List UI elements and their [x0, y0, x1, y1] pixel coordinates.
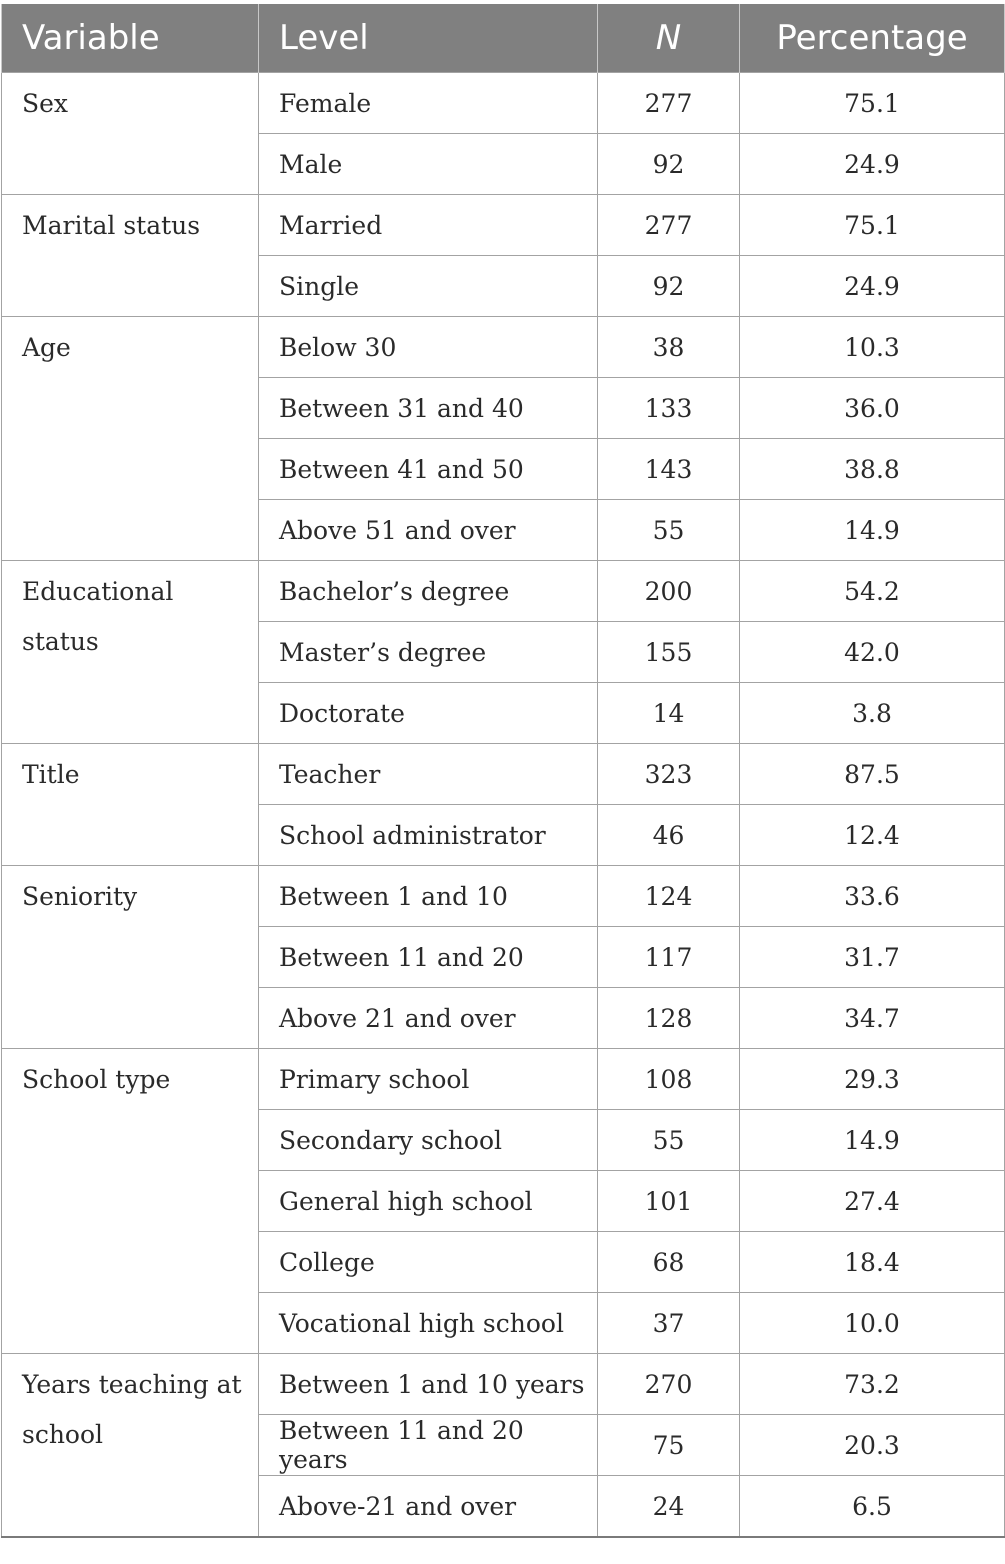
variable-cell: Marital status — [2, 195, 259, 317]
percentage-cell: 3.8 — [740, 683, 1005, 744]
percentage-cell: 27.4 — [740, 1171, 1005, 1232]
table-row — [2, 744, 1005, 805]
level-cell: Between 1 and 10 years — [259, 1354, 598, 1415]
level-cell: Below 30 — [259, 317, 598, 378]
level-cell: Doctorate — [259, 683, 598, 744]
percentage-cell: 34.7 — [740, 988, 1005, 1049]
variable-cell: School type — [2, 1049, 259, 1354]
level-cell: Between 31 and 40 — [259, 378, 598, 439]
n-cell: 101 — [598, 1171, 740, 1232]
level-cell: Primary school — [259, 1049, 598, 1110]
level-cell: Master’s degree — [259, 622, 598, 683]
percentage-cell: 73.2 — [740, 1354, 1005, 1415]
table-row — [2, 1354, 1005, 1415]
percentage-cell: 6.5 — [740, 1476, 1005, 1538]
n-cell: 55 — [598, 1110, 740, 1171]
level-cell: Teacher — [259, 744, 598, 805]
variable-cell: Seniority — [2, 866, 259, 1049]
percentage-cell: 42.0 — [740, 622, 1005, 683]
level-cell: Above 21 and over — [259, 988, 598, 1049]
n-cell: 270 — [598, 1354, 740, 1415]
n-cell: 14 — [598, 683, 740, 744]
n-cell: 200 — [598, 561, 740, 622]
level-cell: Female — [259, 73, 598, 134]
n-cell: 124 — [598, 866, 740, 927]
level-cell: Single — [259, 256, 598, 317]
variable-cell: Years teaching at school — [2, 1354, 259, 1538]
n-cell: 75 — [598, 1415, 740, 1476]
n-cell: 277 — [598, 195, 740, 256]
level-cell: Bachelor’s degree — [259, 561, 598, 622]
percentage-cell: 14.9 — [740, 500, 1005, 561]
level-cell: Vocational high school — [259, 1293, 598, 1354]
n-cell: 92 — [598, 134, 740, 195]
level-cell: Male — [259, 134, 598, 195]
demographics-table — [1, 4, 1005, 1538]
header-variable: Variable — [2, 4, 259, 73]
level-cell: Above-21 and over — [259, 1476, 598, 1538]
n-cell: 37 — [598, 1293, 740, 1354]
n-cell: 24 — [598, 1476, 740, 1538]
variable-cell: Educational status — [2, 561, 259, 744]
percentage-cell: 20.3 — [740, 1415, 1005, 1476]
percentage-cell: 12.4 — [740, 805, 1005, 866]
percentage-cell: 14.9 — [740, 1110, 1005, 1171]
n-cell: 68 — [598, 1232, 740, 1293]
n-cell: 277 — [598, 73, 740, 134]
table-row — [2, 866, 1005, 927]
table-row — [2, 561, 1005, 622]
n-cell: 108 — [598, 1049, 740, 1110]
percentage-cell: 36.0 — [740, 378, 1005, 439]
percentage-cell: 38.8 — [740, 439, 1005, 500]
level-cell: Married — [259, 195, 598, 256]
table-header — [2, 4, 1005, 73]
percentage-cell: 24.9 — [740, 134, 1005, 195]
header-percentage: Percentage — [740, 4, 1005, 73]
n-cell: 38 — [598, 317, 740, 378]
level-cell: College — [259, 1232, 598, 1293]
percentage-cell: 75.1 — [740, 73, 1005, 134]
level-cell: Above 51 and over — [259, 500, 598, 561]
n-cell: 46 — [598, 805, 740, 866]
variable-cell: Title — [2, 744, 259, 866]
variable-cell: Sex — [2, 73, 259, 195]
level-cell: Between 11 and 20 years — [259, 1415, 598, 1476]
percentage-cell: 10.0 — [740, 1293, 1005, 1354]
table-row — [2, 1049, 1005, 1110]
n-cell: 323 — [598, 744, 740, 805]
n-cell: 133 — [598, 378, 740, 439]
n-cell: 55 — [598, 500, 740, 561]
header-level: Level — [259, 4, 598, 73]
header-n: N — [598, 4, 740, 73]
percentage-cell: 24.9 — [740, 256, 1005, 317]
level-cell: School administrator — [259, 805, 598, 866]
level-cell: General high school — [259, 1171, 598, 1232]
percentage-cell: 87.5 — [740, 744, 1005, 805]
table-row — [2, 73, 1005, 134]
n-cell: 92 — [598, 256, 740, 317]
percentage-cell: 10.3 — [740, 317, 1005, 378]
table-row — [2, 317, 1005, 378]
n-cell: 117 — [598, 927, 740, 988]
level-cell: Between 1 and 10 — [259, 866, 598, 927]
percentage-cell: 29.3 — [740, 1049, 1005, 1110]
table-body — [2, 73, 1005, 1538]
table-row — [2, 195, 1005, 256]
percentage-cell: 33.6 — [740, 866, 1005, 927]
level-cell: Secondary school — [259, 1110, 598, 1171]
variable-cell: Age — [2, 317, 259, 561]
n-cell: 155 — [598, 622, 740, 683]
percentage-cell: 75.1 — [740, 195, 1005, 256]
header-row — [2, 4, 1005, 73]
percentage-cell: 18.4 — [740, 1232, 1005, 1293]
percentage-cell: 54.2 — [740, 561, 1005, 622]
level-cell: Between 11 and 20 — [259, 927, 598, 988]
level-cell: Between 41 and 50 — [259, 439, 598, 500]
n-cell: 128 — [598, 988, 740, 1049]
percentage-cell: 31.7 — [740, 927, 1005, 988]
n-cell: 143 — [598, 439, 740, 500]
